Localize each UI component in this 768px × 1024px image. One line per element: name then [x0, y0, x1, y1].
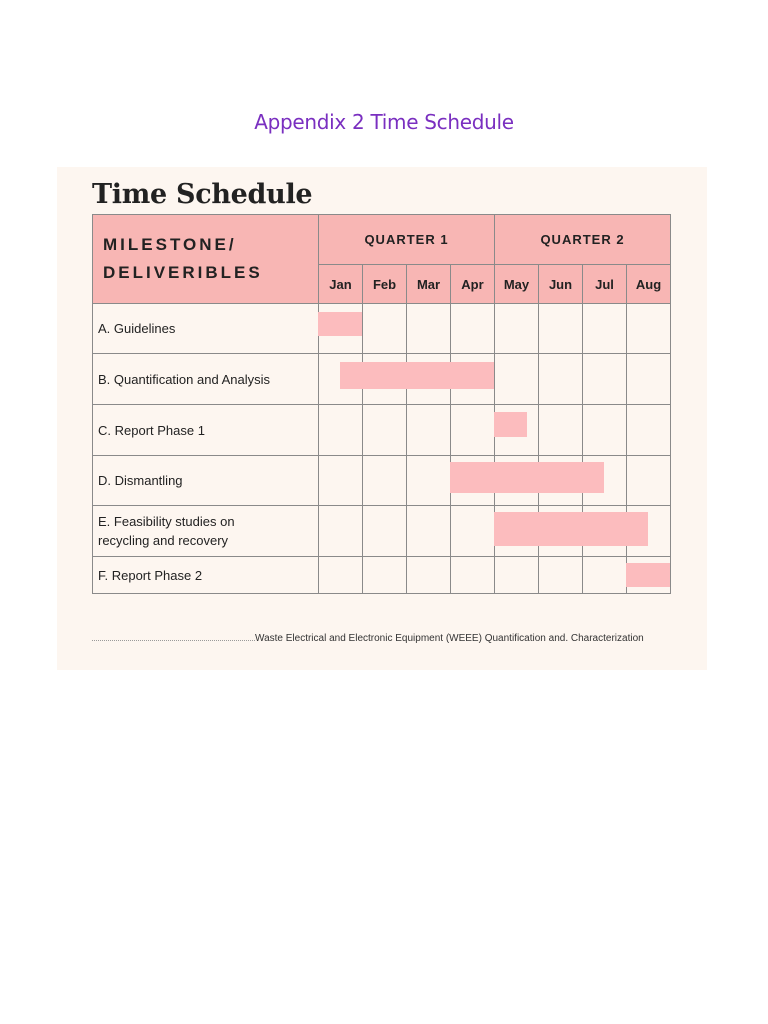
milestone-label-line: D. Dismantling: [98, 473, 183, 488]
month-cell: [407, 456, 451, 506]
month-cell: [407, 304, 451, 354]
milestone-label: [93, 506, 319, 557]
month-cell: [319, 506, 363, 557]
month-cell: [407, 557, 451, 594]
month-cell: [495, 304, 539, 354]
month-cell: [539, 304, 583, 354]
milestone-label-line: B. Quantification and Analysis: [98, 371, 270, 387]
milestone-header: [93, 215, 319, 304]
month-cell: [627, 354, 671, 405]
month-header-mar: Mar: [407, 265, 451, 304]
month-cell: [451, 557, 495, 594]
month-cell: [363, 304, 407, 354]
month-cell: [539, 354, 583, 405]
footer-text: Waste Electrical and Electronic Equipment (WEEE) Quantification and. Characterization: [255, 633, 644, 644]
gantt-bar: [626, 563, 670, 587]
schedule-panel: [57, 167, 707, 670]
milestone-label-line: recycling and recovery: [98, 533, 229, 548]
month-cell: [363, 506, 407, 557]
milestone-header-line1: MILESTONE/: [103, 235, 237, 254]
month-cell: [363, 405, 407, 456]
milestone-label: [93, 405, 319, 456]
month-header-aug: Aug: [627, 265, 671, 304]
milestone-label-line: A. Guidelines: [98, 321, 176, 336]
month-cell: [583, 557, 627, 594]
milestone-label: [93, 456, 319, 506]
month-header-may: May: [495, 265, 539, 304]
month-cell: [495, 354, 539, 405]
milestone-label-line: C. Report Phase 1: [98, 422, 205, 438]
milestone-label: [93, 354, 319, 405]
month-cell: [583, 304, 627, 354]
milestone-header-line2: DELIVERIBLES: [103, 263, 263, 282]
panel-title: Time Schedule: [92, 179, 313, 210]
month-cell: [407, 405, 451, 456]
milestone-label-line: F. Report Phase 2: [98, 567, 203, 583]
month-cell: [407, 506, 451, 557]
month-cell: [451, 304, 495, 354]
milestone-label-line: E. Feasibility studies on: [98, 514, 235, 529]
month-header-jul: Jul: [583, 265, 627, 304]
table-row: [93, 405, 671, 456]
month-cell: [451, 506, 495, 557]
milestone-label: [93, 304, 319, 354]
gantt-bar: [318, 312, 362, 336]
month-cell: [319, 405, 363, 456]
month-cell: [583, 354, 627, 405]
month-cell: [363, 557, 407, 594]
month-header-jan: Jan: [319, 265, 363, 304]
footer-rule: [92, 640, 255, 641]
gantt-bar: [340, 362, 494, 389]
month-header-jun: Jun: [539, 265, 583, 304]
month-cell: [363, 456, 407, 506]
quarter-header-2: QUARTER 2: [495, 215, 671, 265]
gantt-bar: [494, 412, 527, 437]
milestone-label: [93, 557, 319, 594]
month-cell: [495, 557, 539, 594]
table-row: [93, 304, 671, 354]
month-cell: [539, 405, 583, 456]
month-cell: [319, 557, 363, 594]
month-cell: [627, 405, 671, 456]
footer: [92, 633, 677, 647]
month-cell: [627, 304, 671, 354]
month-cell: [319, 456, 363, 506]
month-cell: [451, 405, 495, 456]
month-cell: [539, 557, 583, 594]
month-header-apr: Apr: [451, 265, 495, 304]
quarter-header-1: QUARTER 1: [319, 215, 495, 265]
month-header-feb: Feb: [363, 265, 407, 304]
table-row: [93, 557, 671, 594]
month-cell: [627, 456, 671, 506]
month-cell: [583, 405, 627, 456]
gantt-bar: [494, 512, 648, 546]
page-heading: Appendix 2 Time Schedule: [254, 110, 514, 134]
gantt-bar: [450, 462, 604, 493]
